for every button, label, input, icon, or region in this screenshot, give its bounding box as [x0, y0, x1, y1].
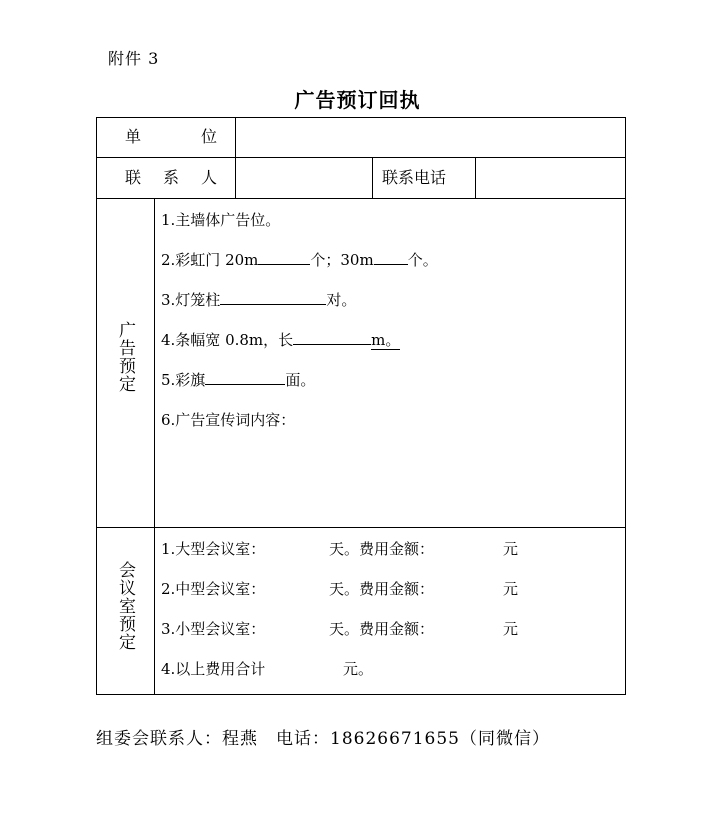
room-fee-text: 天。费用金额： [329, 620, 435, 638]
contact-person-field[interactable] [237, 159, 371, 197]
organizer-contact: 组委会联系人：程燕 电话：18626671655（同微信） [96, 729, 550, 749]
room-name: 2.中型会议室： [161, 580, 266, 598]
unit-label-char: 位 [201, 127, 218, 146]
ad-item-text: 2.彩虹门 20m [161, 251, 259, 269]
row-divider [97, 198, 625, 199]
room-yuan: 元 [503, 580, 519, 598]
phone-label: 联系电话 [382, 168, 447, 187]
ad-item-text: 面。 [285, 371, 316, 389]
flag-count-blank[interactable] [205, 370, 285, 385]
ad-item-text: m。 [371, 331, 401, 349]
ad-item-text: 3.灯笼柱 [161, 291, 221, 309]
ad-section-label: 广告预定 [115, 321, 135, 393]
total-text: 4.以上费用合计 [161, 660, 266, 678]
ad-item-slogan: 6.广告宣传词内容： [161, 411, 296, 429]
lantern-pillar-blank[interactable] [220, 290, 326, 305]
room-item-large [161, 539, 518, 559]
ad-item-text: 4.条幅宽 0.8m，长 [161, 331, 294, 349]
ad-item-rainbow-arch [161, 250, 438, 270]
room-yuan: 元 [503, 620, 519, 638]
rainbow-20m-blank[interactable] [258, 250, 310, 265]
column-divider [154, 199, 155, 694]
room-item-small [161, 619, 518, 639]
row-divider [97, 527, 625, 528]
slogan-field[interactable] [161, 434, 617, 520]
rainbow-30m-blank[interactable] [374, 250, 408, 265]
ad-item-text: 个。 [407, 251, 438, 269]
contact-label-char: 联 [125, 168, 142, 187]
column-divider [235, 118, 236, 198]
ad-item-text: 5.彩旗 [161, 371, 206, 389]
page-title: 广告预订回执 [294, 88, 421, 112]
room-fee-text: 天。费用金额： [329, 580, 435, 598]
ad-item-text: 对。 [326, 291, 357, 309]
contact-label-char: 人 [201, 168, 218, 187]
row-divider [97, 157, 625, 158]
column-divider [475, 158, 476, 198]
ad-item-banner [161, 330, 400, 350]
ad-item-main-wall: 1.主墙体广告位。 [161, 211, 281, 229]
ad-item-flag [161, 370, 315, 390]
room-name: 1.大型会议室： [161, 540, 266, 558]
contact-label-char: 系 [163, 168, 180, 187]
room-name: 3.小型会议室： [161, 620, 266, 638]
total-yuan: 元。 [343, 660, 374, 678]
unit-label-char: 单 [125, 127, 142, 146]
phone-field[interactable] [477, 159, 623, 197]
ad-item-text: 个；30m [310, 251, 374, 269]
reservation-form [96, 117, 626, 695]
room-yuan: 元 [503, 540, 519, 558]
room-item-medium [161, 579, 518, 599]
column-divider [372, 158, 373, 198]
room-item-total [161, 659, 373, 679]
unit-field[interactable] [237, 119, 623, 156]
room-section-label: 会议室预定 [115, 561, 135, 651]
room-fee-text: 天。费用金额： [329, 540, 435, 558]
banner-length-blank[interactable] [293, 330, 371, 345]
ad-item-lantern-pillar [161, 290, 356, 310]
attachment-number: 附件 3 [108, 49, 160, 68]
